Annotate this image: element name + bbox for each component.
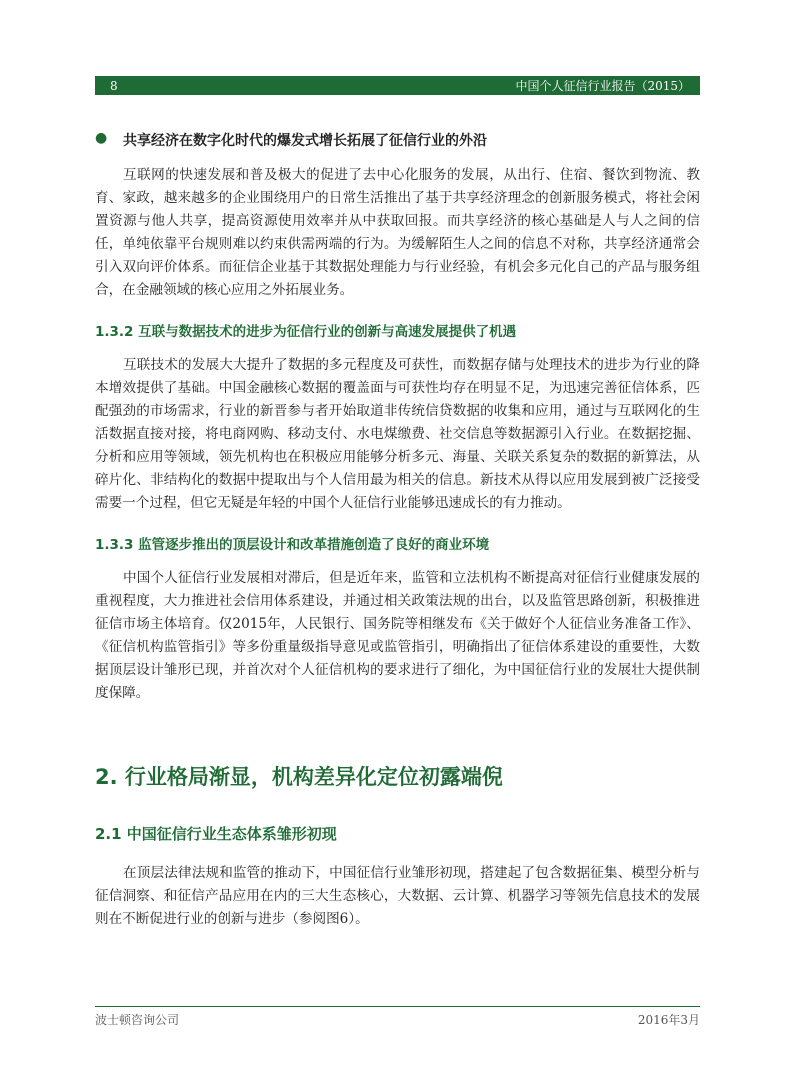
footer-divider <box>95 1006 700 1007</box>
bullet-heading <box>95 130 700 150</box>
report-title: 中国个人征信行业报告（2015） <box>515 79 690 93</box>
bullet-heading-text: 共享经济在数字化时代的爆发式增长拓展了征信行业的外沿 <box>123 133 487 149</box>
paragraph-2-1: 在顶层法律法规和监管的推动下，中国征信行业雏形初现，搭建起了包含数据征集、模型分析与征信洞察、和征信产品应用在内的三大生态核心，大数据、云计算、机器学习等领先信息技术的发展则在不断促进行业的创新与进步（参阅图6）。 <box>95 865 700 927</box>
page-number: 8 <box>110 78 118 93</box>
heading-2-1: 2.1 中国征信行业生态体系雏形初现 <box>95 825 337 843</box>
heading-section-2: 2. 行业格局渐显，机构差异化定位初露端倪 <box>95 765 503 789</box>
footer-date: 2016年3月 <box>637 1013 700 1027</box>
heading-1-3-3: 1.3.3 监管逐步推出的顶层设计和改革措施创造了良好的商业环境 <box>95 537 490 553</box>
paragraph-sharing-economy: 互联网的快速发展和普及极大的促进了去中心化服务的发展，从出行、住宿、餐饮到物流、教育、家政，越来越多的企业围绕用户的日常生活推出了基于共享经济理念的创新服务模式，将社会闲置资源与他人共享，提高资源使用效率并从中获取回报。而共享经济的核心基础是人与人之间的信任，单纯依靠平台规则难以约束供需两端的行为。为缓解陌生人之间的信息不对称，共享经济通常会引入双向评价体系。而征信企业基于其数据处理能力与行业经验，有机会多元化自己的产品与服务组合，在金融领域的核心应用之外拓展业务。 <box>95 167 700 298</box>
paragraph-1-3-2: 互联技术的发展大大提升了数据的多元程度及可获性，而数据存储与处理技术的进步为行业的降本增效提供了基础。中国金融核心数据的覆盖面与可获性均存在明显不足，为迅速完善征信体系，匹配强劲的市场需求，行业的新晋参与者开始取道非传统信贷数据的收集和应用，通过与互联网化的生活数据直接对接，将电商网购、移动支付、水电煤缴费、社交信息等数据源引入行业。在数据挖掘、分析和应用等领域，领先机构也在积极应用能够分析多元、海量、关联关系复杂的数据的新算法，从碎片化、非结构化的数据中提取出与个人信用最为相关的信息。新技术从得以应用发展到被广泛接受需要一个过程，但它无疑是年轻的中国个人征信行业能够迅速成长的有力推动。 <box>95 357 700 511</box>
page-content <box>95 130 700 931</box>
footer-company: 波士顿咨询公司 <box>95 1013 180 1027</box>
heading-1-3-2: 1.3.2 互联与数据技术的进步为征信行业的创新与高速发展提供了机遇 <box>95 324 517 340</box>
header-bar <box>95 76 700 95</box>
footer <box>95 1011 700 1028</box>
paragraph-1-3-3: 中国个人征信行业发展相对滞后，但是近年来，监管和立法机构不断提高对征信行业健康发展的重视程度，大力推进社会信用体系建设，并通过相关政策法规的出台，以及监管思路创新，积极推进征信市场主体培育。仅2015年，人民银行、国务院等相继发布《关于做好个人征信业务准备工作》、《征信机构监管指引》等多份重量级指导意见或监管指引，明确指出了征信体系建设的重要性，大数据顶层设计雏形已现，并首次对个人征信机构的要求进行了细化，为中国征信行业的发展壮大提供制度保障。 <box>95 570 700 701</box>
bullet-icon: ● <box>95 130 108 146</box>
